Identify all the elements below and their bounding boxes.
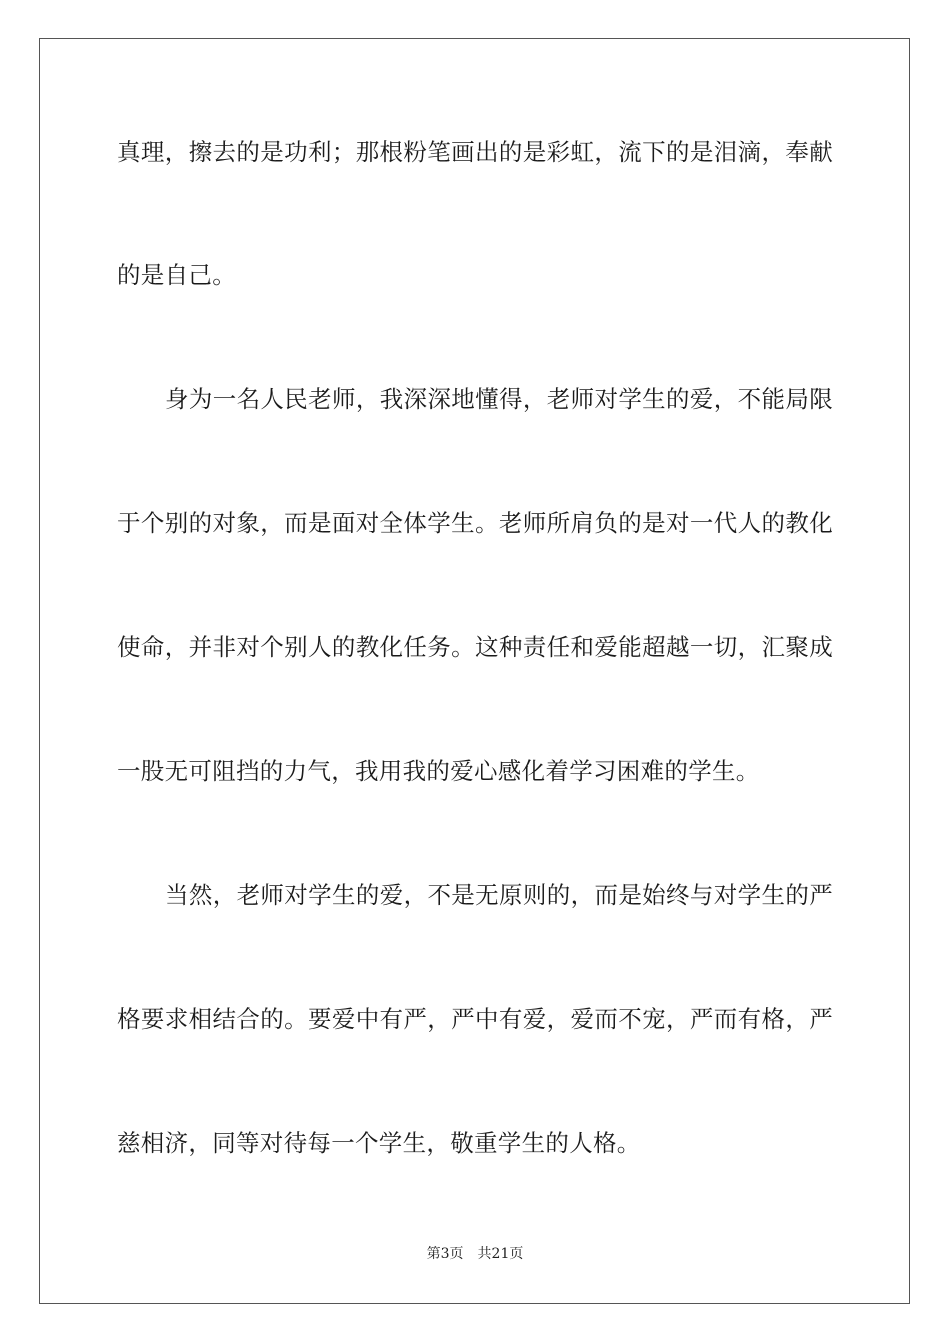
body-text-line: 真理，擦去的是功利；那根粉笔画出的是彩虹，流下的是泪滴，奉献: [117, 138, 833, 166]
body-text-line: 的是自己。: [117, 261, 236, 289]
page-number: 第3页: [426, 1246, 464, 1262]
page-total: 共21页: [477, 1246, 524, 1262]
body-text-line: 格要求相结合的。要爱中有严，严中有爱，爱而不宠，严而有格，严: [117, 1005, 833, 1033]
page-footer: [0, 1245, 950, 1263]
body-text-line: 于个别的对象，而是面对全体学生。老师所肩负的是对一代人的教化: [117, 509, 833, 537]
body-text-line: 慈相济，同等对待每一个学生，敬重学生的人格。: [117, 1129, 641, 1157]
paragraph-start-line: 身为一名人民老师，我深深地懂得，老师对学生的爱，不能局限: [165, 385, 833, 413]
body-text-line: 一股无可阻挡的力气，我用我的爱心感化着学习困难的学生。: [117, 757, 760, 785]
paragraph-start-line: 当然，老师对学生的爱，不是无原则的，而是始终与对学生的严: [165, 881, 833, 909]
body-text-line: 使命，并非对个别人的教化任务。这种责任和爱能超越一切，汇聚成: [117, 633, 833, 661]
page-frame: [39, 38, 910, 1304]
